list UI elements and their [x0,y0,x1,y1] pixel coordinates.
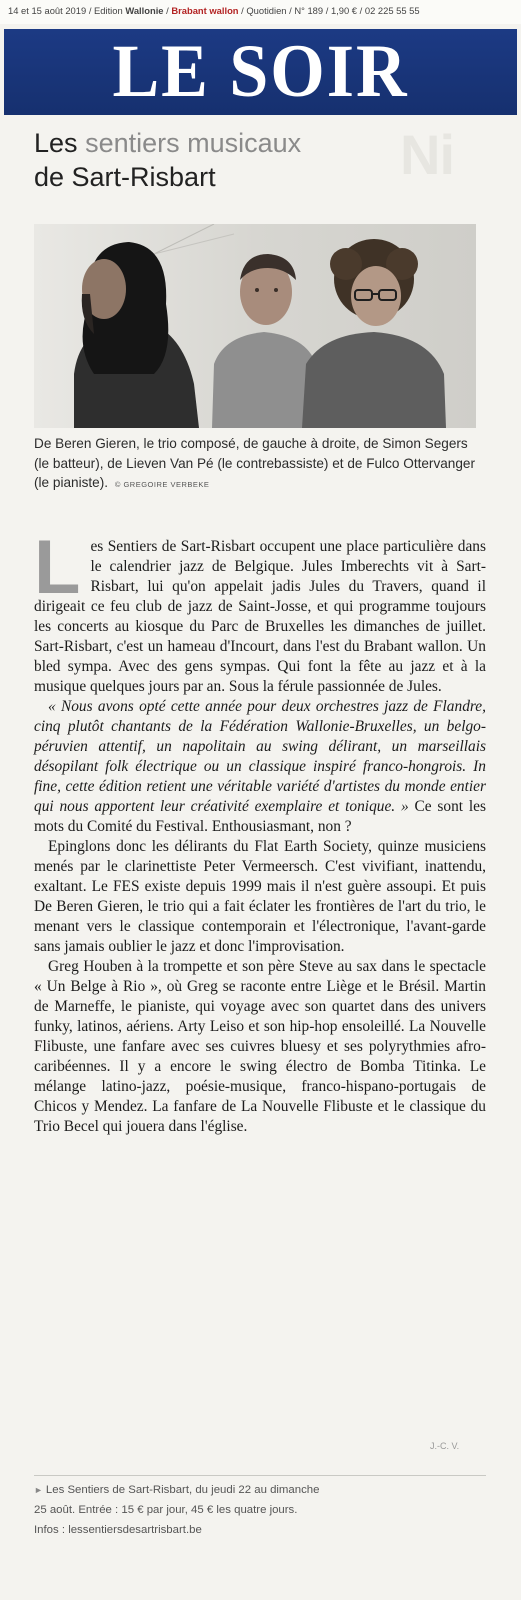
triangle-bullet-icon: ► [34,1485,43,1495]
separator: / [359,5,363,16]
newspaper-logo: LE SOIR [112,29,409,114]
bleed-through-text: Ni [400,123,454,186]
band-photo-illustration [34,224,476,428]
photo-credit: © GREGOIRE VERBEKE [114,480,210,489]
edition-frequency: Quotidien [246,5,287,16]
practical-info [34,1480,486,1540]
info-line-2: 25 août. Entrée : 15 € par jour, 45 € les quatre jours. [34,1504,298,1516]
paragraph-intro [34,525,486,697]
separator: / [166,5,169,16]
article-body [34,525,486,1137]
edition-prefix: Edition [94,5,123,16]
separator: / [88,5,92,16]
paragraph-1-text: es Sentiers de Sart-Risbart occupent une place particulière dans le calendrier jazz de Belgique. Jules Imberechts vit à Sart-Risbart, lui qu'on appelait jadis Jules du Travers, quand il dirigeait ce feu club de jazz de Saint-Josse, et qui programme toujours les concerts au kiosque du Parc de Bruxelles les dimanches de juillet. Sart-Risbart, c'est un hameau d'Incourt, dans l'est du Brabant wallon. Un bled sympa. Avec des gens sympas. Qui font la fête au jazz et à la musique quelques jours par an. Sous la férule passionnée de Jules. [34,538,486,695]
article-photo [34,224,476,428]
separator: / [325,5,329,16]
paragraph-quote [34,697,486,837]
separator: / [289,5,292,16]
caption-text: De Beren Gieren, le trio composé, de gauche à droite, de Simon Segers (le batteur), de Lieven Van Pé (le contrebassiste) et de Fulco Ottervanger (le pianiste). [34,436,476,490]
info-line-1 [34,1480,486,1500]
separator: / [241,5,244,16]
author-signature: J.-C. V. [430,1441,460,1451]
edition-name: Wallonie [125,5,164,16]
paragraph-3: Epinglons donc les délirants du Flat Earth Society, quinze musiciens menés par le clarinettiste Peter Vermeersch. C'est vivifiant, inattendu, exaltant. Le FES existe depuis 1999 mais il n'est guère assoupi. Et puis De Beren Gieren, le trio qui a fait éclater les frontières de l'art du trio, le menant vers le classique contemporain et l'électronique, l'avant-garde sans jamais oublier le jazz et donc l'improvisation. [34,838,486,955]
masthead [4,29,517,115]
phone-number: 02 225 55 55 [364,5,420,16]
info-line-3: Infos : lessentiersdesartrisbart.be [34,1524,202,1536]
edition-region: Brabant wallon [171,5,239,16]
drop-cap: L [34,525,81,610]
info-divider [34,1475,486,1476]
photo-caption [34,434,486,495]
paragraph-4: Greg Houben à la trompette et son père Steve au sax dans le spectacle « Un Belge à Rio », où Greg se raconte entre Liège et le Brésil. Martin de Marneffe, le pianiste, qui voyage avec son quartet dans des univers funky, latinos, aériens. Arty Leiso et son hip-hop ensoleillé. La Nouvelle Flibuste, une fanfare avec ses cuivres bluesy et ses polyrythmies afro-caribéennes. Il y a encore le swing électro de Bomba Titinka. Le mélange latino-jazz, poésie-musique, franco-hispano-portugais de Chicos y Mendez. La fanfare de La Nouvelle Flibuste et le classique du Trio Becel qui jouera dans l'église. [34,958,486,1135]
edition-header [0,0,521,24]
info-line-1-text: Les Sentiers de Sart-Risbart, du jeudi 22 au dimanche [45,1484,320,1496]
headline-part-2: sentiers musicaux [85,128,302,158]
headline-part-1: Les [34,128,78,158]
issue-date: 14 et 15 août 2019 [8,5,87,16]
issue-number: N° 189 [294,5,324,16]
quote-tail: Ce sont les mots du Comité du Festival. Enthousiasmant, non ? [34,798,486,835]
festival-quote: « Nous avons opté cette année pour deux orchestres jazz de Flandre, cinq plutôt chantants de la Fédération Wallonie-Bruxelles, un belgo-péruvien attentif, un napolitain au swing délirant, un marseillais désopilant folk électrique ou un classique inspiré franco-hongrois. In fine, cette édition retient une véritable variété d'artistes du monde entier qui nous apportent leur créativité exemplaire et tonique. » [34,698,486,815]
issue-price: 1,90 € [330,5,358,16]
headline-line-2: de Sart-Risbart [34,162,216,192]
article-headline [34,126,504,194]
